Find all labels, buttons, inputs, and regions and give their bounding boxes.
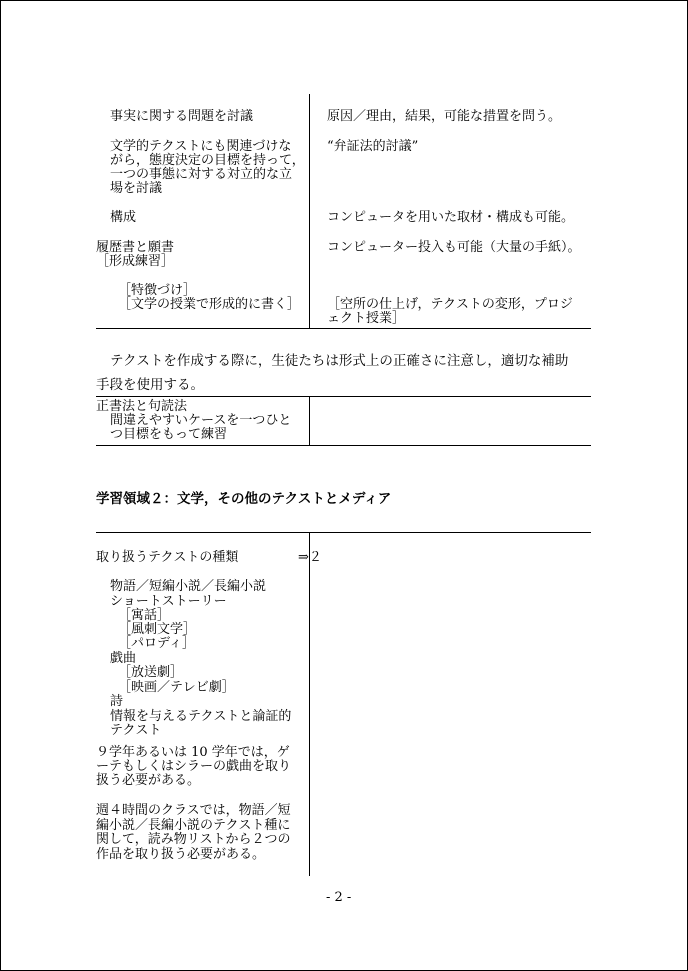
table1-divider — [309, 94, 310, 328]
table1-row1-right: 原因／理由，結果，可能な措置を問う。 — [327, 109, 562, 124]
text-line: つ目標をもって練習 — [110, 427, 228, 442]
text-line: 週４時間のクラスでは，物語／短 — [96, 803, 291, 818]
table1-row2-right: “弁証法的討議” — [327, 139, 419, 154]
text-line: 関して，読み物リストから２つの — [96, 832, 291, 847]
table1-bottom-rule — [96, 328, 591, 329]
table1-row4-right: コンピューター投入も可能（大量の手紙）。 — [327, 240, 581, 255]
text-line: ［形成練習］ — [96, 254, 175, 269]
list-item: 情報を与えるテクストと論証的 — [110, 709, 292, 724]
text-line: 間違えやすいケースを一つひと — [110, 413, 292, 428]
text-line: テクストを作成する際に，生徒たちは形式上の正確さに注意し，適切な補助 — [110, 353, 569, 369]
cross-reference: ⇒２ — [298, 550, 322, 565]
text-line: 履歴書と願書 — [96, 240, 175, 255]
table1-row3-right: コンピュータを用いた取材・構成も可能。 — [327, 210, 575, 225]
text-line: 作品を取り扱う必要がある。 — [96, 847, 266, 862]
section-heading: 学習領域２：文学，その他のテクストとメディア — [96, 491, 392, 507]
table2-bottom-rule — [96, 445, 591, 446]
list-item: ［放送劇］ — [118, 665, 184, 680]
text-line: 正書法と句読法 — [96, 399, 188, 414]
text-line: 場を討議 — [110, 181, 163, 196]
list-item: ［寓話］ — [118, 608, 171, 623]
table1-row1-left: 事実に関する問題を討議 — [110, 109, 254, 124]
list-item: ショートストーリー — [110, 594, 227, 609]
text-line: 扱う必要がある。 — [96, 773, 201, 788]
list-item: ［パロディ］ — [118, 636, 195, 651]
text-line: 一つの事態に対する対立的な立 — [110, 167, 293, 182]
text-line: ェクト授業］ — [327, 311, 406, 326]
text-line: ［空所の仕上げ，テクストの変形，プロジ — [327, 297, 573, 312]
text-types-label: 取り扱うテクストの種類 — [96, 550, 239, 565]
text-line: 手段を使用する。 — [96, 377, 204, 393]
list-item: テクスト — [110, 723, 162, 738]
text-line: ［文学の授業で形成的に書く］ — [118, 297, 301, 312]
list-item: ［風刺文学］ — [118, 622, 197, 637]
text-line: 編小説／長編小説のテクスト種に — [96, 818, 291, 833]
text-line: がら，態度決定の目標を持って， — [110, 153, 305, 168]
text-line: ーテもしくはシラーの戯曲を取り — [96, 759, 292, 774]
table2-top-rule — [96, 396, 591, 397]
page-number: - 2 - — [326, 890, 352, 905]
list-item: 物語／短編小説／長編小説 — [110, 579, 267, 594]
text-line: 文学的テクストにも関連づけな — [110, 139, 292, 154]
list-item: 詩 — [110, 694, 124, 709]
table2-divider — [309, 396, 310, 445]
table3-top-rule — [96, 532, 591, 533]
list-item: 戯曲 — [110, 651, 137, 666]
table1-row3-left: 構成 — [110, 210, 137, 225]
text-line: ９学年あるいは 10 学年では，ゲ — [96, 745, 290, 760]
table3-divider — [309, 532, 310, 876]
list-item: ［映画／テレビ劇］ — [118, 680, 235, 695]
text-line: ［特徴づけ］ — [118, 283, 197, 298]
